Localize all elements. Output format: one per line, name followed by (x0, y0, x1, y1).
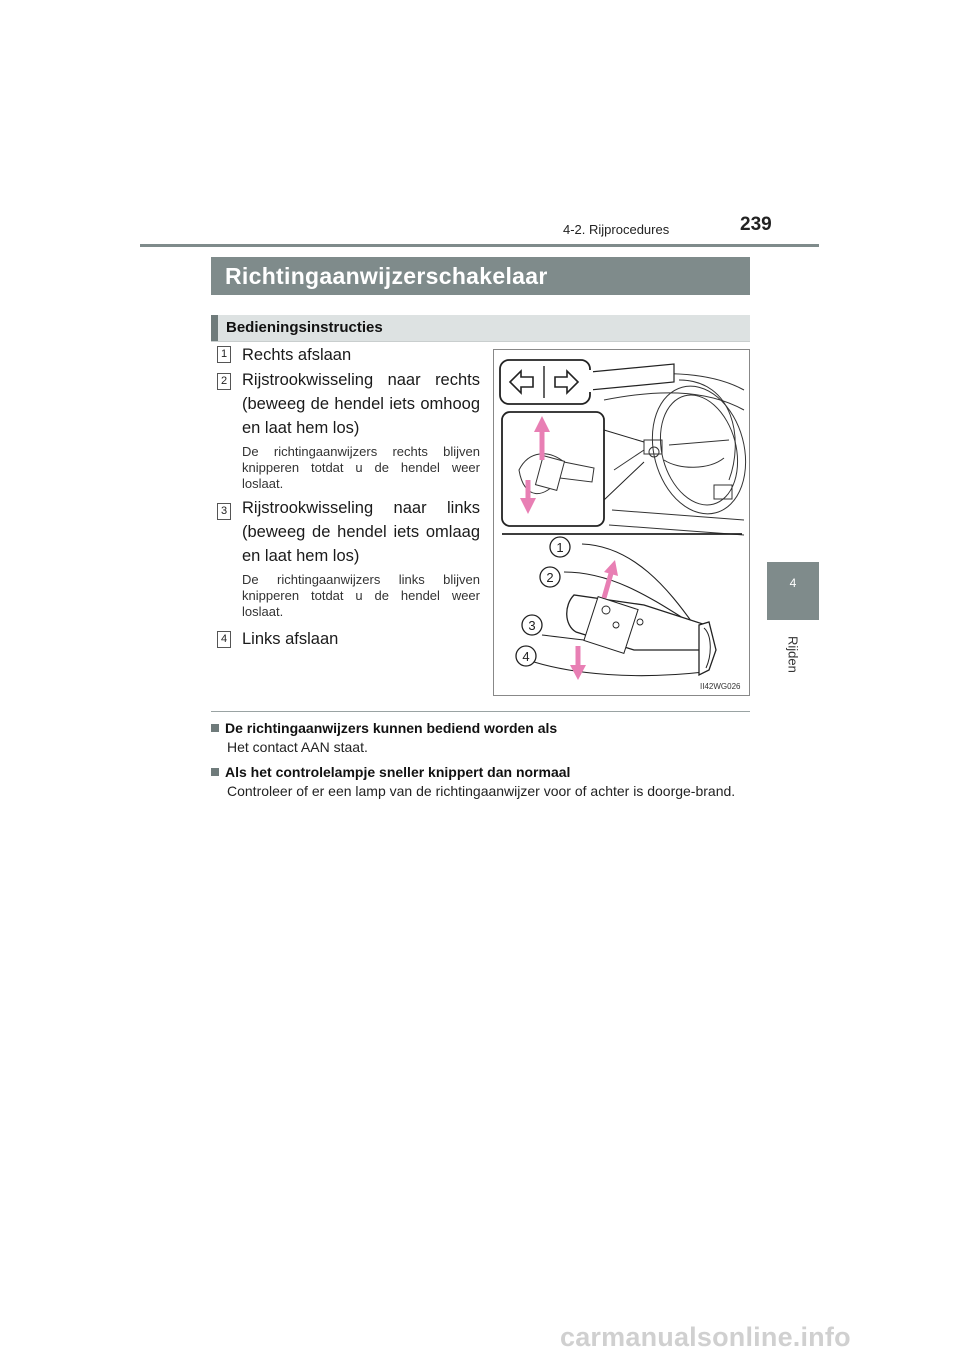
step-number: 4 (217, 631, 231, 648)
note-body: Controleer of er een lamp van de richtingaanwijzer voor of achter is doorge-brand. (227, 783, 736, 799)
section-subtitle: Bedieningsinstructies (211, 315, 750, 341)
step-text: Rechts afslaan (242, 346, 352, 364)
page-title: Richtingaanwijzerschakelaar (211, 257, 750, 295)
callout-1: 1 (556, 540, 564, 555)
bullet-square-icon (211, 724, 219, 732)
step-number: 3 (217, 503, 231, 520)
lever-illustration-svg (494, 350, 749, 695)
notes-divider (211, 711, 750, 712)
step-number: 2 (217, 373, 231, 390)
lever-illustration (493, 349, 750, 696)
step-number: 1 (217, 346, 231, 363)
step-text: Rijstrookwisseling naar links (beweeg de hendel iets omlaag en laat hem los) (242, 499, 480, 565)
turn-arrows-callout (500, 360, 674, 404)
step-note: De richtingaanwijzers links blijven knipperen totdat u de hendel weer loslaat. (242, 572, 480, 619)
step-text: Links afslaan (242, 630, 339, 648)
figure-code: II42WG026 (700, 682, 741, 691)
chapter-tab (767, 562, 819, 620)
lever-inset (502, 412, 644, 526)
section-header: 4-2. Rijprocedures (563, 222, 670, 237)
watermark: carmanualsonline.info (560, 1322, 851, 1352)
note-body: Het contact AAN staat. (227, 739, 368, 755)
header-divider (140, 244, 819, 247)
step-note: De richtingaanwijzers rechts blijven knipperen totdat u de hendel weer loslaat. (242, 444, 480, 491)
lever-body (567, 595, 716, 675)
step-text: Rijstrookwisseling naar rechts (beweeg de hendel iets omhoog en laat hem los) (242, 371, 480, 437)
callout-markers (516, 537, 570, 666)
note-heading (211, 720, 750, 736)
bullet-square-icon (211, 768, 219, 776)
note-heading-text: Als het controlelampje sneller knippert dan normaal (225, 764, 571, 780)
chapter-number: 4 (789, 576, 797, 590)
callout-4: 4 (522, 649, 530, 664)
callout-3: 3 (528, 618, 536, 633)
chapter-label: Rijden (785, 636, 801, 673)
note-heading (211, 764, 750, 780)
callout-2: 2 (546, 570, 554, 585)
page-number: 239 (740, 214, 772, 235)
note-heading-text: De richtingaanwijzers kunnen bediend worden als (225, 720, 558, 736)
subtitle-divider (211, 341, 750, 342)
